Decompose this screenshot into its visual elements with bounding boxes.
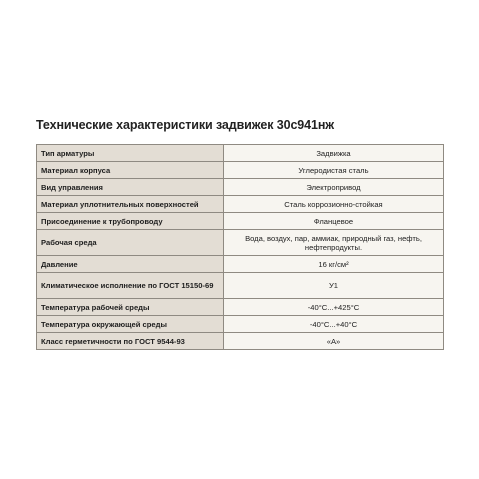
row-value: -40°С...+425°С <box>224 299 444 316</box>
table-row <box>37 316 444 333</box>
table-row <box>37 162 444 179</box>
table-row <box>37 145 444 162</box>
row-value: 16 кг/см² <box>224 256 444 273</box>
row-value: Электропривод <box>224 179 444 196</box>
page-title: Технические характеристики задвижек 30с941нж <box>36 118 335 132</box>
table-row <box>37 179 444 196</box>
row-value: «А» <box>224 333 444 350</box>
row-value: -40°С...+40°С <box>224 316 444 333</box>
table-row <box>37 196 444 213</box>
row-label: Температура окружающей среды <box>37 316 224 333</box>
row-label: Тип арматуры <box>37 145 224 162</box>
row-value: У1 <box>224 273 444 299</box>
table-row <box>37 230 444 256</box>
row-label: Материал корпуса <box>37 162 224 179</box>
specifications-table <box>36 144 444 350</box>
row-value: Фланцевое <box>224 213 444 230</box>
row-value: Углеродистая сталь <box>224 162 444 179</box>
row-label: Класс герметичности по ГОСТ 9544-93 <box>37 333 224 350</box>
table-row <box>37 273 444 299</box>
row-value: Вода, воздух, пар, аммиак, природный газ, нефть, нефтепродукты. <box>224 230 444 256</box>
row-label: Материал уплотнительных поверхностей <box>37 196 224 213</box>
row-label: Вид управления <box>37 179 224 196</box>
row-label: Рабочая среда <box>37 230 224 256</box>
row-label: Температура рабочей среды <box>37 299 224 316</box>
row-value: Задвижка <box>224 145 444 162</box>
row-label: Климатическое исполнение по ГОСТ 15150-69 <box>37 273 224 299</box>
table-row <box>37 213 444 230</box>
row-value: Сталь коррозионно-стойкая <box>224 196 444 213</box>
row-label: Давление <box>37 256 224 273</box>
row-label: Присоединение к трубопроводу <box>37 213 224 230</box>
table-row <box>37 256 444 273</box>
table-row <box>37 299 444 316</box>
table-row <box>37 333 444 350</box>
